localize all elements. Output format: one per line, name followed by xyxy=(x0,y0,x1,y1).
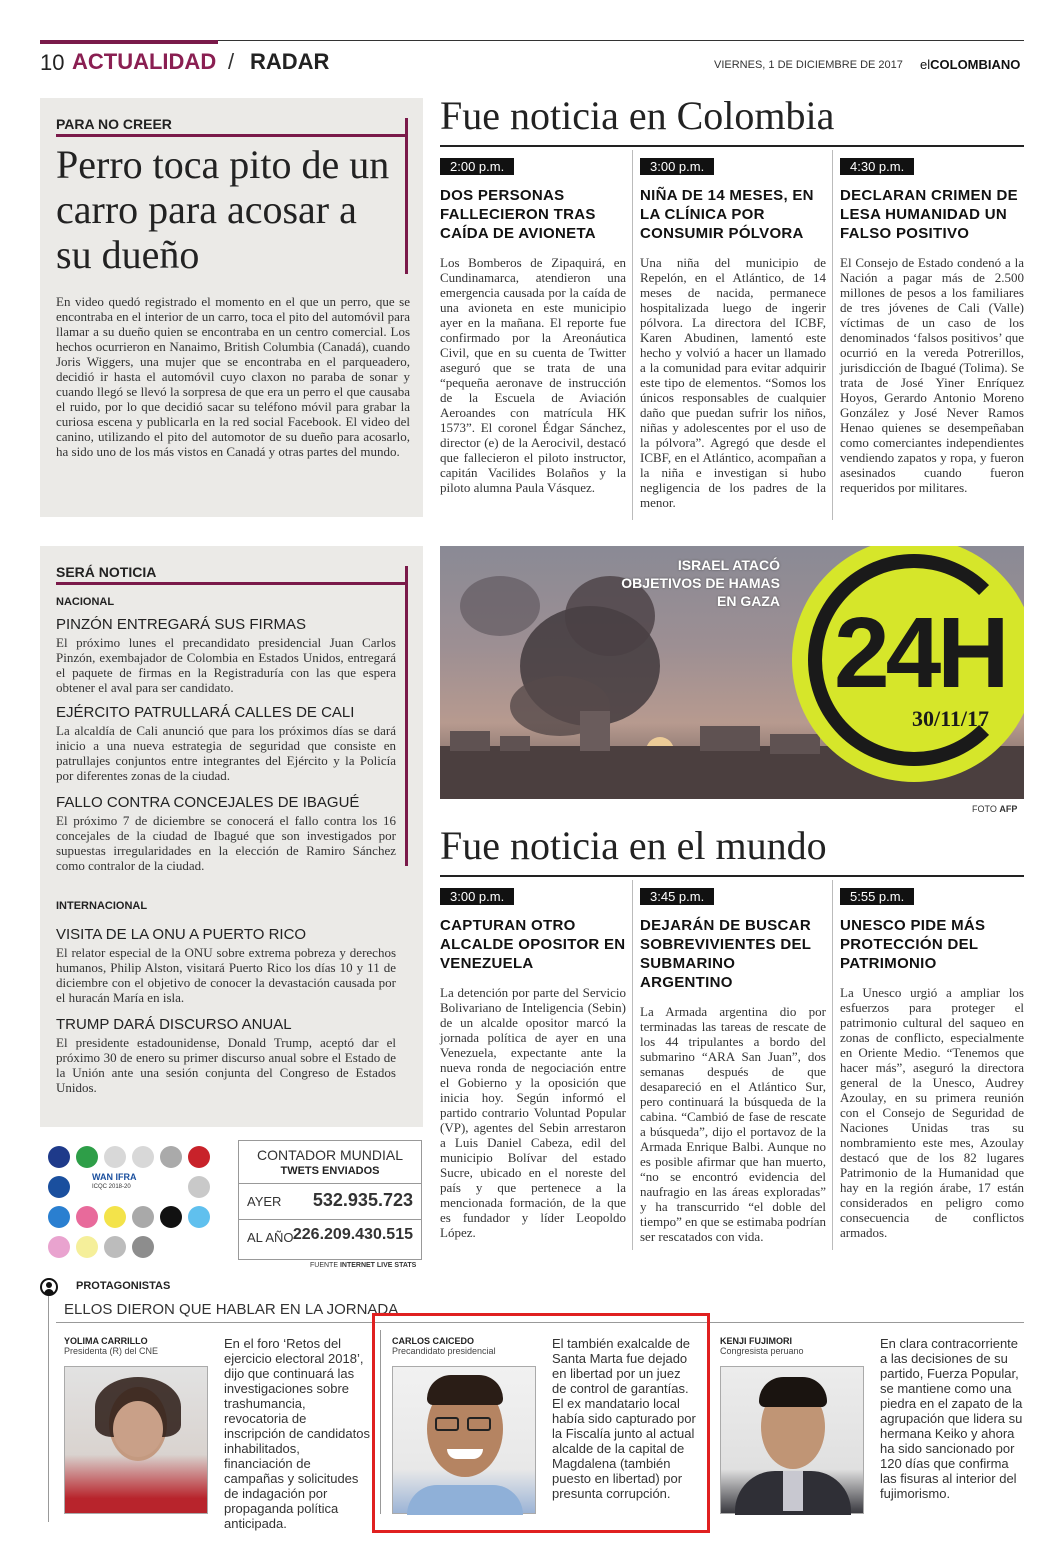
color-swatch xyxy=(76,1206,98,1228)
item-head[interactable]: FALLO CONTRA CONCEJALES DE IBAGUÉ xyxy=(56,794,360,811)
kicker-rule-vertical xyxy=(405,118,408,274)
item-head[interactable]: EJÉRCITO PATRULLARÁ CALLES DE CALI xyxy=(56,704,355,721)
counter-subtitle: TWETS ENVIADOS xyxy=(280,1165,380,1177)
protagonist-card xyxy=(64,1336,214,1356)
photo-caption: ISRAEL ATACÓ OBJETIVOS DE HAMAS EN GAZA xyxy=(621,557,780,609)
color-swatch xyxy=(188,1146,210,1168)
item-head[interactable]: PINZÓN ENTREGARÁ SUS FIRMAS xyxy=(56,616,307,633)
protagonist-role: Precandidato presidencial xyxy=(392,1346,496,1356)
color-swatch xyxy=(76,1146,98,1168)
counter-row xyxy=(239,1183,421,1219)
kicker-rule xyxy=(56,134,407,137)
card-divider xyxy=(380,1330,381,1514)
story-body: Una niña del municipio de Repelón, en el Atlántico, de 14 meses de nacida, permanece hospitalizada luego de ingerir pólvora. La directora del ICBF, Karen Abudinen, lamentó este hecho y volvió a hacer un llamado a la comunidad para evitar adquirir este tipo de elementos. “Somos los únicos responsables de cualquier daño que puedan sufrir los niños, niñas y adolescentes por el uso de la pólvora”. Agregó que desde el ICBF, en el Atlántico, acompañan a la niña e investigan si hubo negligencia de los padres de la menor. xyxy=(640,255,826,510)
color-swatch xyxy=(160,1206,182,1228)
colombia-col-2 xyxy=(640,158,826,510)
color-swatch xyxy=(48,1206,70,1228)
story-body: Los Bomberos de Zipaquirá, en Cundinamarca, atendieron una emergencia causada por la caída de una avioneta en este municipio ayer en la mañana. El reporte fue confirmado por la Areonáutica Civil, que en su cuenta de Twitter aseguró que se trata de una “pequeña aeronave de instrucción de la Escuela de Aviación Aeroandes con matrícula HK 1573”. El coronel Édgar Sánchez, director (e) de la Aerocivil, destacó que fallecieron el piloto instructor, capitán Vacilides Bolaños y la piloto alumna Paula Vásquez. xyxy=(440,255,626,495)
protagonist-text: En clara contracorriente a las decisiones de su partido, Fuerza Popular, se mantiene como una piedra en el zapato de la agrupación que lidera su hermana Keiko y ahora ha sido sancionado por 120 días que confirma las fisuras al interior del fujimorismo. xyxy=(880,1336,1023,1501)
colombia-col-1 xyxy=(440,158,626,495)
color-swatch xyxy=(48,1236,70,1258)
sera-noticia-kicker: SERÁ NOTICIA xyxy=(56,564,157,580)
story-body: La detención por parte del Servicio Bolivariano de Inteligencia (Sebin) de un alcalde opositor marcó la jornada política de ayer en una Venezuela, expectante ante la nueva ronda de negociación entre el Gobierno y la oposición que inicia hoy. Según informó el partido contrario Voluntad Popular (VP), agentes del Sebin arrestaron a Luis Daniel Cabeza, edil del municipio Bolívar del estado Sucre, ubicado en el noreste del país y que pertenece a la mencionada formación, de la que es fundador y líder Leopoldo López. xyxy=(440,985,626,1240)
protagonist-name[interactable]: KENJI FUJIMORI xyxy=(720,1336,793,1346)
colombia-col-3 xyxy=(840,158,1024,495)
time-badge: 3:45 p.m. xyxy=(640,888,714,905)
brand-logo: elCOLOMBIANO xyxy=(920,57,1021,72)
color-swatch xyxy=(48,1146,70,1168)
mundo-col-2 xyxy=(640,888,826,1244)
story-body: La Unesco urgió a ampliar los esfuerzos para proteger el patrimonio cultural del saqueo en zonas de conflicto, especialmente en Oriente Medio. “Tenemos que hacer más”, aseguró la directora general de la Unesco, Audrey Azoulay, en su primera reunión con el Consejo de Seguridad de Naciones Unidas tras su nombramiento este mes, Azoulay destacó que de los 82 lugares Patrimonio de la Humanidad que hay en la región árabe, 17 están considerados en peligro como consecuencia de conflictos armados. xyxy=(840,985,1024,1240)
color-swatch xyxy=(132,1146,154,1168)
time-badge: 3:00 p.m. xyxy=(440,888,514,905)
hair-shape xyxy=(759,1377,827,1407)
counter-row xyxy=(239,1219,421,1253)
color-swatch xyxy=(188,1176,210,1198)
protagonist-photo[interactable] xyxy=(720,1366,864,1514)
story-headline[interactable]: UNESCO PIDE MÁS PROTECCIÓN DEL PATRIMONIO xyxy=(840,917,986,972)
color-swatch xyxy=(132,1236,154,1258)
mundo-col-1 xyxy=(440,888,626,1240)
story-headline[interactable]: DEJARÁN DE BUSCAR SOBREVIVIENTES DEL SUBMARINO ARGENTINO xyxy=(640,917,811,991)
column-divider xyxy=(832,150,833,520)
counter-source: FUENTE INTERNET LIVE STATS xyxy=(310,1262,417,1269)
protagonistas-rule xyxy=(48,1296,49,1522)
item-body: El presidente estadounidense, Donald Trump, aceptó dar el próximo 30 de enero su primer discurso anual sobre el Estado de la Unión ante una sesión conjunta del Congreso de Estados Unidos. xyxy=(56,1035,396,1095)
internacional-item xyxy=(56,926,396,1005)
color-swatch xyxy=(132,1206,154,1228)
protagonist-text: En el foro ‘Retos del ejercicio electoral 2018’, dijo que continuará las investigaciones sobre trashumancia, revocatoria de inscripción de candidatos inhabilitados, financiación de campañas y solicitudes de indagación por propaganda política anticipada. xyxy=(224,1336,370,1531)
counter-title: CONTADOR MUNDIAL xyxy=(257,1147,403,1163)
protagonist-card xyxy=(720,1336,870,1356)
person-icon xyxy=(40,1278,58,1296)
glasses-icon xyxy=(435,1417,459,1431)
time-badge: 4:30 p.m. xyxy=(840,158,914,175)
time-badge: 2:00 p.m. xyxy=(440,158,514,175)
gaza-photo[interactable] xyxy=(440,546,1024,799)
counter-value: 226.209.430.515 xyxy=(292,1226,413,1243)
colombia-title: Fue noticia en Colombia xyxy=(440,93,835,138)
shirt-shape xyxy=(407,1485,523,1515)
para-no-creer-headline: Perro toca pito de un carro para acosar a su dueño xyxy=(56,142,390,277)
badge-date: 30/11/17 xyxy=(912,706,990,731)
protagonist-card xyxy=(392,1336,542,1356)
story-headline[interactable]: DOS PERSONAS FALLECIERON TRAS CAÍDA DE AVIONETA xyxy=(440,187,596,242)
nacional-item xyxy=(56,794,396,873)
counter-label: AL AÑO xyxy=(247,1230,294,1245)
column-divider xyxy=(832,880,833,1250)
protagonistas-subtitle: ELLOS DIERON QUE HABLAR EN LA JORNADA xyxy=(64,1301,399,1318)
smile-shape xyxy=(447,1449,483,1459)
para-no-creer-body: En video quedó registrado el momento en el que un perro, que se encontraba en el interior de un carro, toca el pito del automóvil para llamar a su dueño quien se encontraba en un centro comercial. Los hechos ocurrieron en Nanaimo, British Columbia (Canadá), cuando Joris Wiggers, una mujer que se encontraba en el parqueadero, decidió ir hasta el automóvil cuyo claxon no paraba de sonar y cuando llegó se llevó la sorpresa de que era un perro el que causaba el ruido, por lo que decidió sacar su teléfono móvil para grabar la curiosa escena y publicarla en la red social Facebook. El video del canino, utilizando el pito del automotor de su dueño para acosarlo, ha sido uno de los más vistos en Canadá y otras partes del mundo. xyxy=(56,294,410,459)
section-separator: / xyxy=(228,49,235,74)
protagonist-name[interactable]: YOLIMA CARRILLO xyxy=(64,1336,148,1346)
nacional-label: NACIONAL xyxy=(56,596,115,608)
item-head[interactable]: TRUMP DARÁ DISCURSO ANUAL xyxy=(56,1016,292,1033)
para-no-creer-box xyxy=(40,98,423,517)
protagonist-photo[interactable] xyxy=(64,1366,208,1514)
header-rule xyxy=(40,40,1024,41)
color-swatch xyxy=(104,1146,126,1168)
para-no-creer-kicker: PARA NO CREER xyxy=(56,116,172,132)
time-badge: 5:55 p.m. xyxy=(840,888,914,905)
color-swatch xyxy=(104,1236,126,1258)
kicker-rule-vertical xyxy=(405,566,408,866)
edition-date: VIERNES, 1 DE DICIEMBRE DE 2017 xyxy=(714,59,903,71)
protagonist-role: Presidenta (R) del CNE xyxy=(64,1346,159,1356)
color-swatch xyxy=(160,1146,182,1168)
internacional-item xyxy=(56,1016,396,1095)
mundo-title: Fue noticia en el mundo xyxy=(440,823,827,868)
section-name[interactable]: ACTUALIDAD xyxy=(72,49,217,74)
wan-ifra-logo: WAN IFRA xyxy=(92,1172,137,1182)
protagonistas-kicker: PROTAGONISTAS xyxy=(76,1280,171,1292)
hair-shape xyxy=(427,1375,503,1405)
item-head[interactable]: VISITA DE LA ONU A PUERTO RICO xyxy=(56,926,307,943)
item-body: La alcaldía de Cali anunció que para los próximos días se dará inicio a una nueva estrategia de seguridad que consiste en patrullajes conjuntos entre integrantes del Ejército y la Policía por diferentes zonas de la ciudad. xyxy=(56,723,396,783)
glasses-icon xyxy=(467,1417,491,1431)
sera-noticia-box xyxy=(40,546,423,1127)
photo-credit: FOTO AFP xyxy=(972,804,1018,814)
counter-label: AYER xyxy=(247,1194,282,1209)
protagonist-text: El también exalcalde de Santa Marta fue dejado en libertad por un juez de control de garantías. El ex mandatario local había sido capturado por la Fiscalía junto al actual alcalde de la capital de Magdalena (también puesto en libertad) por presunta corrupción. xyxy=(552,1336,696,1501)
page-number: 10 xyxy=(40,50,65,75)
mundo-col-3 xyxy=(840,888,1024,1240)
color-swatch xyxy=(104,1206,126,1228)
protagonist-role: Congresista peruano xyxy=(720,1346,804,1356)
story-headline[interactable]: DECLARAN CRIMEN DE LESA HUMANIDAD UN FALSO POSITIVO xyxy=(840,187,1018,242)
nacional-item xyxy=(56,704,396,783)
counter-value: 532.935.723 xyxy=(312,1190,413,1210)
story-headline[interactable]: NIÑA DE 14 MESES, EN LA CLÍNICA POR CONSUMIR PÓLVORA xyxy=(640,187,814,242)
icqc-label: ICQC 2018-20 xyxy=(92,1184,131,1190)
nacional-item xyxy=(56,616,396,695)
story-headline[interactable]: CAPTURAN OTRO ALCALDE OPOSITOR EN VENEZUELA xyxy=(440,917,626,972)
kicker-rule xyxy=(56,582,407,585)
mundo-rule xyxy=(440,875,1024,877)
internacional-label: INTERNACIONAL xyxy=(56,900,148,912)
color-swatch xyxy=(188,1206,210,1228)
story-body: La Armada argentina dio por terminadas las tareas de rescate de los 44 tripulantes a bordo del submarino “ARA San Juan”, dos semanas después de que desapareció en el Atlántico Sur, pero continuará la búsqueda de la cabina. “Cambió de fase de rescate a búsqueda”, dijo el portavoz de la Armada Enrique Balbi. Aunque no es posible afirmar que han muerto, “no se encontró evidencia del naufragio en las áreas exploradas” y ha transcurrido “el doble del tiempo” en que se estimaba podrían ser rescatados con vida. xyxy=(640,1004,826,1244)
tweet-counter xyxy=(238,1140,422,1260)
item-body: El relator especial de la ONU sobre extrema pobreza y derechos humanos, Philip Alston, visitará Puerto Rico los días 10 y 11 de diciembre con el objetivo de conocer la devastación causada por el huracán María en isla. xyxy=(56,945,396,1005)
color-control-bar xyxy=(40,1138,225,1270)
item-body: El próximo 7 de diciembre se conocerá el fallo contra los 16 concejales de la ciudad de Ibagué que son investigados por supuestas irregularidades en la elección de Ramiro Sánchez como contralor de la ciudad. xyxy=(56,813,396,873)
item-body: El próximo lunes el precandidato presidencial Juan Carlos Pinzón, exembajador de Colombia en Estados Unidos, entregará el paquete de firmas en la Registraduría con las que espera obtener el aval para ser candidato. xyxy=(56,635,396,695)
story-body: El Consejo de Estado condenó a la Nación a pagar más de 2.500 millones de pesos a los familiares de tres jóvenes de Cali (Valle) víctimas de un caso de los denominados ‘falsos positivos’ que ocurrió en la vereda Potrerillos, jurisdicción de Ibagué (Tolima). Se trata de José Yiner Enríquez Hoyos, Gerardo Antonio Moreno González y José Never Ramos Henao quienes se desempeñaban como comerciantes independientes vendiendo zapatos y ropa, y fueron asesinados cuando fueron requeridos por militares. xyxy=(840,255,1024,495)
protagonist-name[interactable]: CARLOS CAICEDO xyxy=(392,1336,475,1346)
colombia-rule xyxy=(440,145,1024,147)
subsection-name[interactable]: RADAR xyxy=(250,49,330,74)
protagonist-photo[interactable] xyxy=(392,1366,536,1514)
color-swatch xyxy=(48,1176,70,1198)
face-front xyxy=(113,1401,163,1457)
badge-24h-text: 24H xyxy=(834,597,1006,709)
time-badge: 3:00 p.m. xyxy=(640,158,714,175)
color-swatch xyxy=(76,1236,98,1258)
shirt-shape xyxy=(783,1471,803,1511)
column-divider xyxy=(632,150,633,520)
column-divider xyxy=(632,880,633,1250)
